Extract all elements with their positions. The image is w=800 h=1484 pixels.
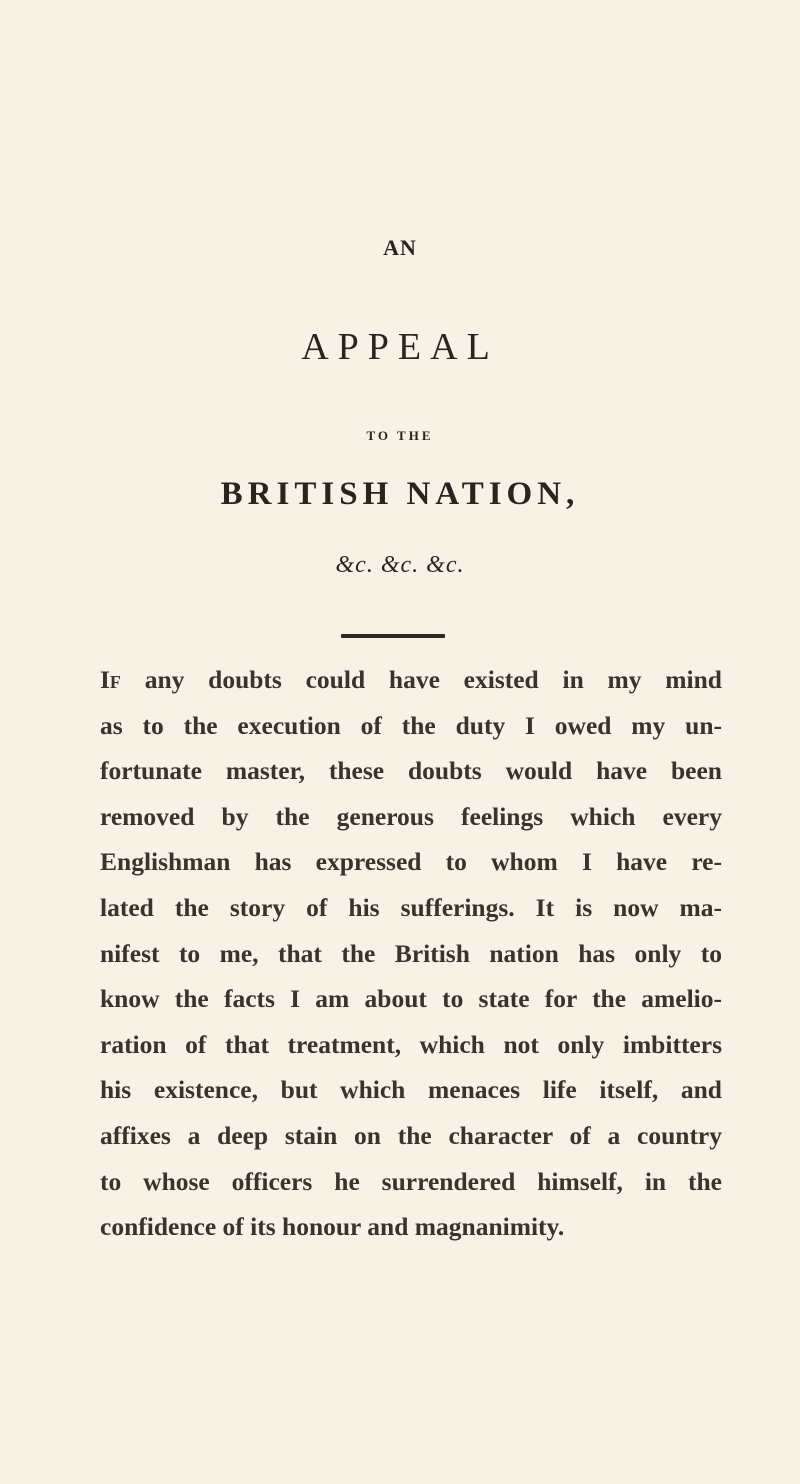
body-line: know the facts I am about to state for the amelio- bbox=[100, 984, 722, 1014]
body-line: fortunate master, these doubts would have been bbox=[100, 756, 722, 786]
body-line: confidence of its honour and magnanimity. bbox=[100, 1212, 565, 1242]
ornamental-rule bbox=[341, 634, 445, 638]
body-line: nifest to me, that the British nation has only to bbox=[100, 938, 722, 968]
body-line: ration of that treatment, which not only imbitters bbox=[100, 1029, 722, 1059]
title-appeal: APPEAL bbox=[301, 326, 499, 368]
body-paragraph bbox=[100, 657, 722, 1250]
title-etc: &c. &c. &c. bbox=[335, 552, 465, 578]
title-an: AN bbox=[383, 235, 417, 260]
body-line: If any doubts could have existed in my mind bbox=[100, 665, 722, 694]
body-line: removed by the generous feelings which every bbox=[100, 801, 722, 831]
body-line: his existence, but which menaces life itself, and bbox=[100, 1075, 722, 1105]
drop-word: If bbox=[100, 665, 121, 694]
body-line: affixes a deep stain on the character of a country bbox=[100, 1120, 722, 1150]
title-british-nation: BRITISH NATION, bbox=[220, 476, 580, 512]
body-line: to whose officers he surrendered himself, in the bbox=[100, 1166, 722, 1196]
body-line: as to the execution of the duty I owed my un- bbox=[100, 710, 722, 740]
title-to-the: TO THE bbox=[366, 428, 434, 443]
body-line: Englishman has expressed to whom I have re- bbox=[100, 847, 722, 877]
body-line: lated the story of his sufferings. It is now ma- bbox=[100, 892, 722, 922]
